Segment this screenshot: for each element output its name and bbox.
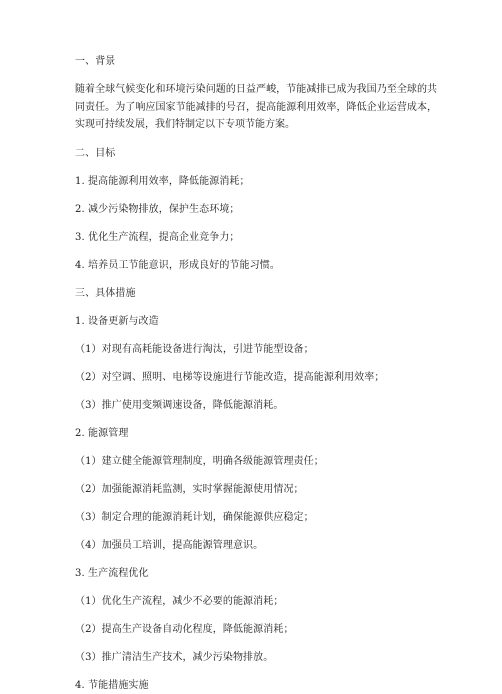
measure-title-implementation: 4. 节能措施实施: [75, 679, 149, 691]
measure-subitem: （1）优化生产流程，减少不必要的能源消耗；: [75, 595, 284, 607]
measure-subitem: （1）对现有高耗能设备进行淘汰，引进节能型设备；: [75, 343, 314, 355]
measure-subitem: （3）制定合理的能源消耗计划，确保能源供应稳定；: [75, 511, 314, 523]
section-heading-measures: 三、具体措施: [75, 287, 136, 299]
measure-subitem: （1）建立健全能源管理制度，明确各级能源管理责任；: [75, 455, 324, 467]
goal-item: 4. 培养员工节能意识，形成良好的节能习惯。: [75, 259, 280, 271]
goal-item: 3. 优化生产流程，提高企业竞争力；: [75, 231, 240, 243]
measure-title-equipment: 1. 设备更新与改造: [75, 315, 159, 327]
section-heading-background: 一、背景: [75, 56, 116, 67]
section-heading-goals: 二、目标: [75, 147, 116, 159]
background-paragraph: 随着全球气候变化和环境污染问题的日益严峻，节能减排已成为我国乃至全球的共同责任。为了响应国家节能减排的号召，提高能源利用效率，降低企业运营成本，实现可持续发展，我们特制定以下专项节能方案。: [75, 84, 437, 130]
measure-subitem: （3）推广清洁生产技术，减少污染物排放。: [75, 651, 274, 663]
measure-subitem: （3）推广使用变频调速设备，降低能源消耗。: [75, 399, 284, 411]
measure-subitem: （4）加强员工培训，提高能源管理意识。: [75, 539, 264, 551]
goal-item: 1. 提高能源利用效率，降低能源消耗；: [75, 175, 250, 187]
measure-subitem: （2）对空调、照明、电梯等设施进行节能改造，提高能源利用效率；: [75, 371, 385, 383]
measure-title-process-optimization: 3. 生产流程优化: [75, 567, 149, 579]
goal-item: 2. 减少污染物排放，保护生态环境；: [75, 203, 240, 215]
measure-subitem: （2）提高生产设备自动化程度，降低能源消耗；: [75, 623, 294, 635]
measure-title-energy-management: 2. 能源管理: [75, 427, 129, 439]
measure-subitem: （2）加强能源消耗监测，实时掌握能源使用情况；: [75, 483, 304, 495]
